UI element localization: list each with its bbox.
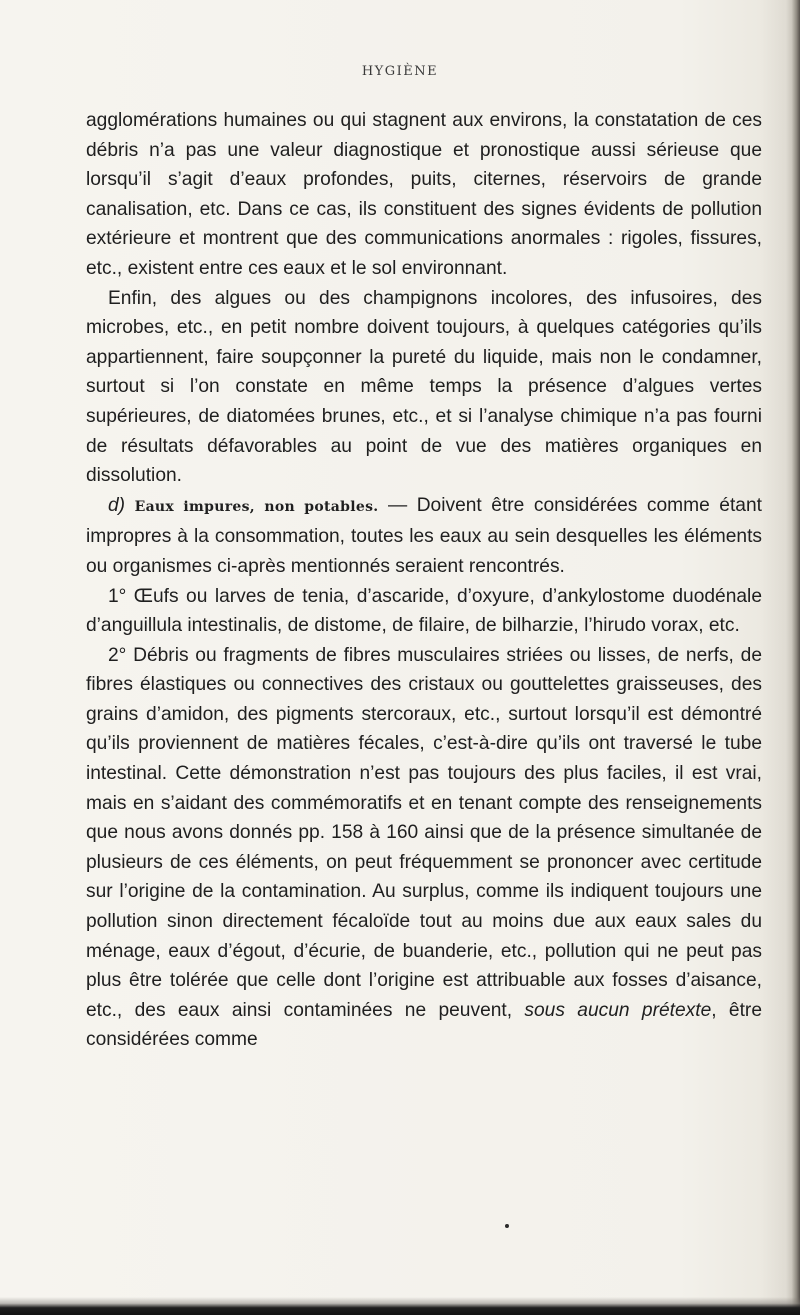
italic-phrase: sous aucun prétexte [524,999,712,1021]
body-text [86,106,762,1055]
section-heading: Eaux impures, non potables. [134,498,379,515]
paragraph: Enfin, des algues ou des champignons incolores, des infusoires, des microbes, etc., en petit nombre doivent toujours, à quelques catégories qu’ils appartiennent, faire soupçonner la pureté du liquide, mais non le condamner, surtout si l’on constate en même temps la présence d’algues vertes supérieures, de diatomées brunes, etc., et si l’analyse chimique n’a pas fourni de résultats défavorables au point de vue des matières organiques en dissolution. [86,287,762,487]
page-bottom-edge [0,1297,800,1315]
paragraph: agglomérations humaines ou qui stagnent aux environs, la constatation de ces débris n’a pas une valeur diagnostique et pronostique aussi sérieuse que lorsqu’il s’agit d’eaux profondes, puits, citernes, réservoirs de grande canalisation, etc. Dans ce cas, ils constituent des signes évidents de pollution extérieure et montrent que des communications anormales : rigoles, fissures, etc., existent entre ces eaux et le sol environnant. [86,110,762,279]
paragraph-text-end: , être considérées comme [86,999,762,1051]
running-head: HYGIÈNE [361,64,439,79]
section-text: — Doivent être considérées comme étant impropres à la consommation, toutes les eaux au sein desquelles les éléments ou organismes ci-après mentionnés seraient rencontrés. [86,494,762,577]
ink-speck [505,1224,509,1228]
paragraph [86,641,762,1055]
page-edge-shadow [786,0,800,1315]
paragraph-section-d [86,491,762,582]
section-label: d) [108,494,126,516]
paragraph: 1° Œufs ou larves de tenia, d’ascaride, d’oxyure, d’ankylostome duodénale d’anguillula intestinalis, de distome, de filaire, de bilharzie, l’hirudo vorax, etc. [86,585,762,637]
paragraph-text: 2° Débris ou fragments de fibres musculaires striées ou lisses, de nerfs, de fibres élastiques ou connectives des cristaux ou gouttelettes graisseuses, des grains d’amidon, des pigments stercoraux, etc., surtout lorsqu’il est démontré qu’ils proviennent de matières fécales, c’est-à-dire qu’ils ont traversé le tube intestinal. Cette démonstration n’est pas toujours des plus faciles, il est vrai, mais en s’aidant des commémoratifs et en tenant compte des renseignements que nous avons donnés pp. 158 à 160 ainsi que de la présence simultanée de plusieurs de ces éléments, on peut fréquemment se prononcer avec certitude sur l’origine de la contamination. Au surplus, comme ils indiquent toujours une pollution sinon directement fécaloïde tout au moins due aux eaux sales du ménage, eaux d’égout, d’écurie, de buanderie, etc., pollution qui ne peut pas plus être tolérée que celle dont l’origine est attribuable aux fosses d’aisance, etc., des eaux ainsi contaminées ne peuvent, [86,644,762,1021]
